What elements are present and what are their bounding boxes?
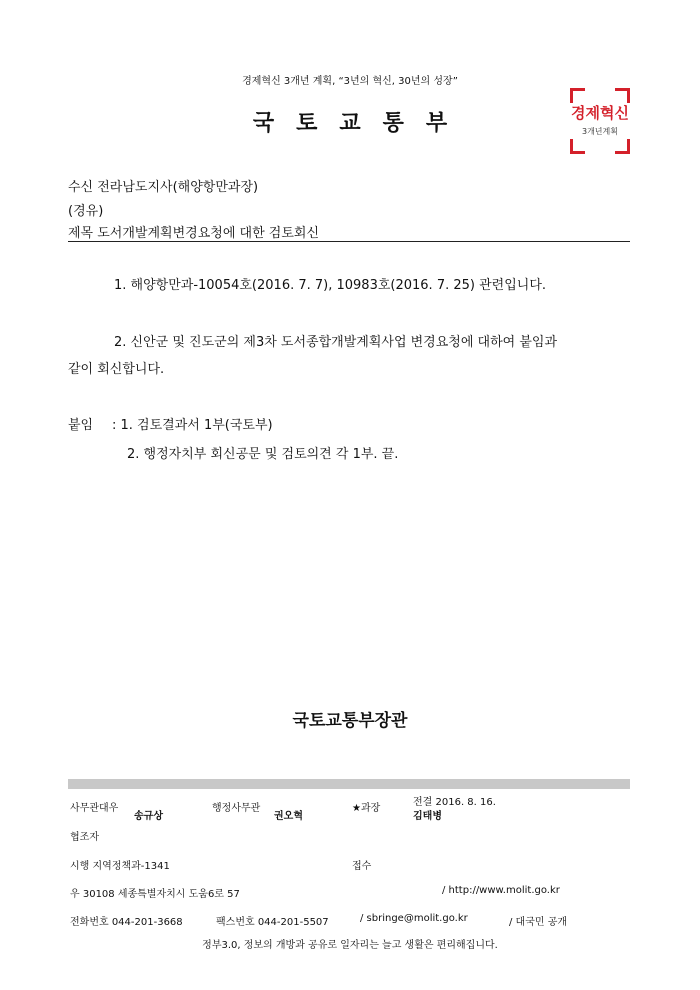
signatory: 국토교통부장관 [292, 711, 408, 731]
logo-text-sub: 3개년계획 [581, 127, 618, 136]
attachment-item-2: 2. 행정자치부 회신공문 및 검토의견 각 1부. 끝. [127, 447, 399, 462]
via: (경유) [68, 204, 104, 219]
role-1: 사무관대우 [70, 803, 119, 814]
motto: 정부3.0, 정보의 개방과 공유로 일자리는 늘고 생활은 편리해집니다. [202, 940, 498, 951]
disclosure: / 대국민 공개 [509, 917, 568, 928]
logo-text-main: 경제혁신 [571, 104, 629, 122]
attachment-label: 붙임 [68, 418, 94, 433]
attachment-item-1: : 1. 검토결과서 1부(국토부) [112, 418, 273, 433]
paragraph-2-line-1: 2. 신안군 및 진도군의 제3차 도서종합개발계획사업 변경요청에 대하여 붙임과 [114, 335, 558, 350]
cooperator: 협조자 [70, 832, 99, 843]
name-3: 김태병 [413, 811, 442, 822]
footer-band [68, 779, 630, 789]
postal-address: 우 30108 세종특별자치시 도움6로 57 [70, 889, 240, 900]
paragraph-1: 1. 해양항만과-10054호(2016. 7. 7), 10983호(2016. 7. 25) 관련입니다. [114, 278, 547, 293]
subject: 제목 도서개발계획변경요청에 대한 검토회신 [68, 226, 319, 241]
name-2: 권오혁 [274, 811, 303, 822]
receipt: 접수 [352, 861, 372, 872]
paragraph-2-line-2: 같이 회신합니다. [68, 362, 165, 377]
fax-number: 팩스번호 044-201-5507 [216, 917, 329, 928]
email: / sbringe@molit.go.kr [360, 913, 468, 924]
name-1: 송규상 [134, 811, 163, 822]
logo-corner-br [615, 139, 630, 154]
phone-number: 전화번호 044-201-3668 [70, 917, 183, 928]
role-2: 행정사무관 [212, 803, 261, 814]
logo-corner-tl [570, 88, 585, 103]
role-3: ★과장 [352, 803, 381, 814]
approval-date: 전결 2016. 8. 16. [413, 797, 496, 808]
website: / http://www.molit.go.kr [442, 885, 560, 896]
ministry-title: 국토교통부 [252, 111, 470, 136]
subject-divider [68, 241, 630, 242]
logo-corner-tr [615, 88, 630, 103]
logo-corner-bl [570, 139, 585, 154]
slogan: 경제혁신 3개년 계획, “3년의 혁신, 30년의 성장” [242, 76, 458, 87]
economic-innovation-logo [570, 88, 630, 154]
enforcement-number: 시행 지역정책과-1341 [70, 861, 170, 872]
recipient: 수신 전라남도지사(해양항만과장) [68, 180, 259, 195]
